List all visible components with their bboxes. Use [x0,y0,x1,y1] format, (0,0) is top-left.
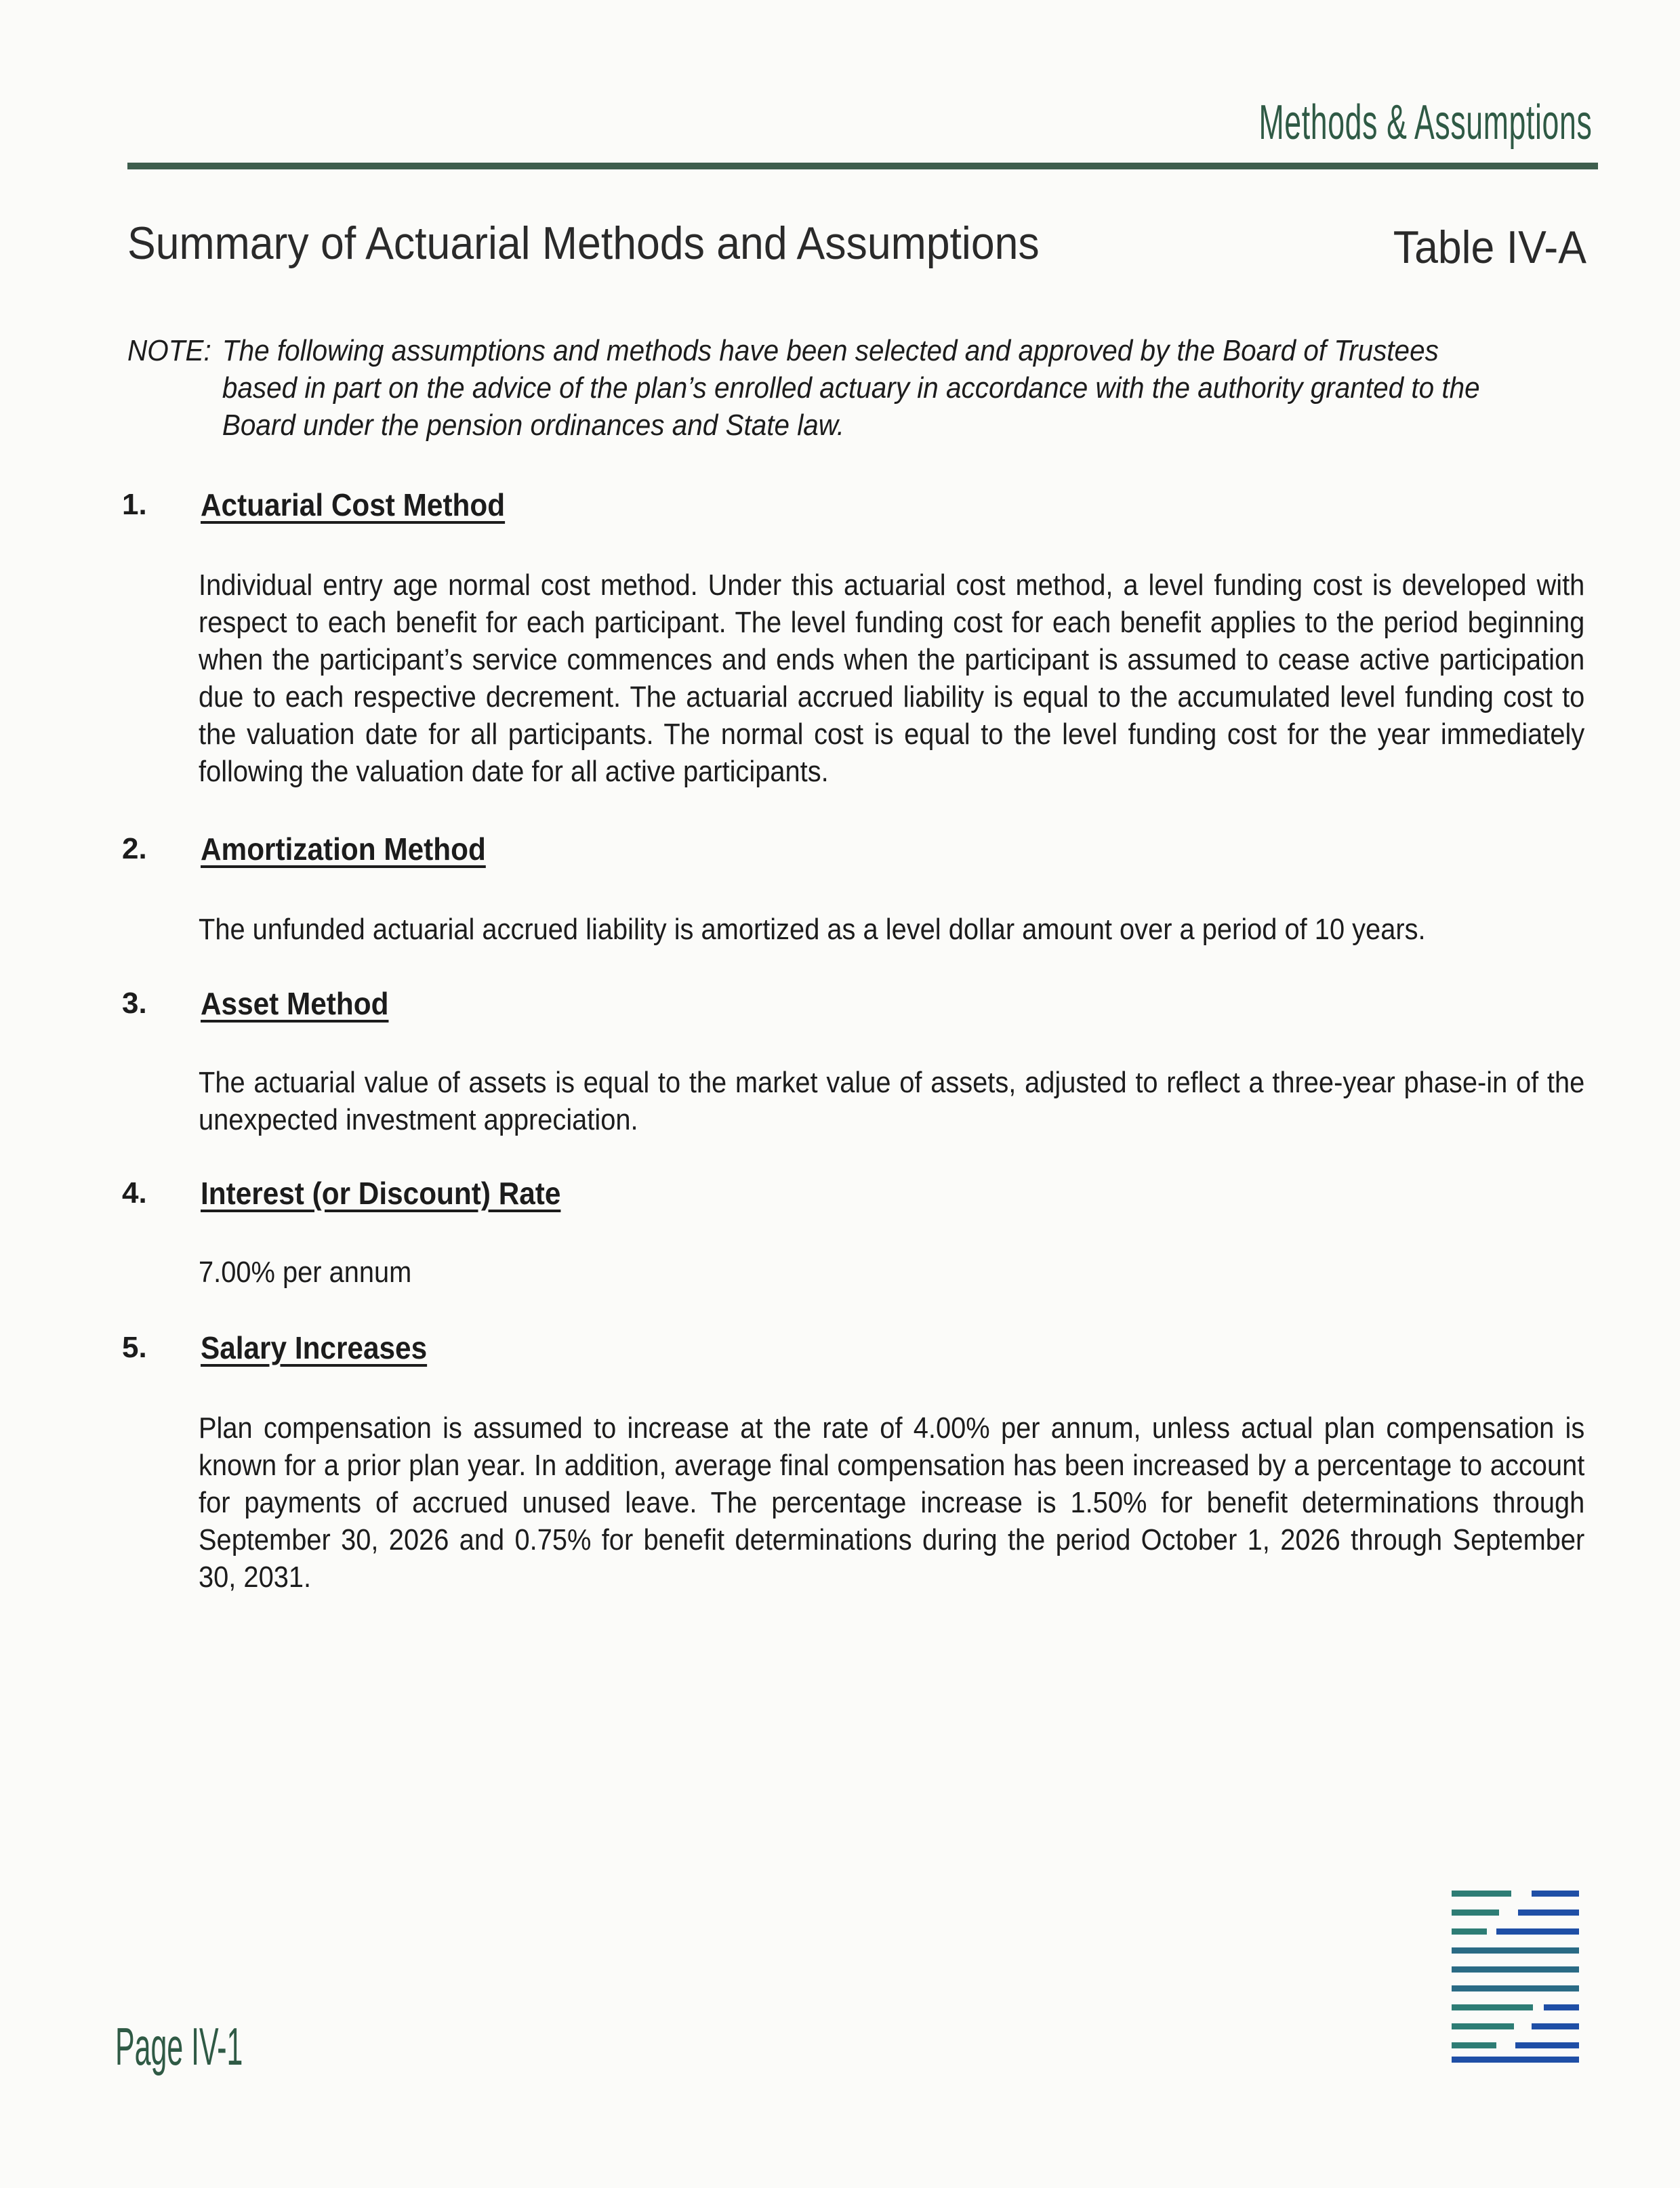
header-rule [127,163,1598,169]
section-number: 2. [122,832,147,865]
logo-stripes [1452,1891,1579,2063]
section-number: 4. [122,1176,147,1210]
section-body: Plan compensation is assumed to increase at the rate of 4.00% per annum, unless actual plan compensation is known for a prior plan year. In addition, average final compensation has been increased by a percentage to account for payments of accrued unused leave. The percentage increase is 1.50% for benefit determinations through September 30, 2026 and 0.75% for benefit determinations during the period October 1, 2026 through September 30, 2031. [199,1411,1585,1594]
section-title: Salary Increases [201,1330,428,1365]
section-number: 3. [122,987,147,1020]
section-body: 7.00% per annum [199,1256,412,1289]
section-body: The actuarial value of assets is equal to the market value of assets, adjusted to reflect a three-year phase-in of the unexpected investment appreciation. [199,1066,1585,1136]
section-number: 5. [122,1331,147,1364]
company-logo-icon [1452,1891,1579,2063]
page-number: Page IV-1 [115,2017,243,2076]
section-body: The unfunded actuarial accrued liability is amortized as a level dollar amount over a period of 10 years. [199,913,1426,946]
section-title: Amortization Method [201,831,486,867]
section-number: 1. [122,488,147,521]
note [127,332,1499,444]
note-label: NOTE: [127,334,211,367]
section-tag: Methods & Assumptions [1258,96,1592,150]
table-label: Table IV-A [1393,222,1586,273]
page-title: Summary of Actuarial Methods and Assumptions [127,218,1040,269]
note-text: The following assumptions and methods have been selected and approved by the Board of Trustees based in part on the advice of the plan’s enrolled actuary in accordance with the authority granted to the Board under the pension ordinances and State law. [222,334,1480,442]
section-body: Individual entry age normal cost method. Under this actuarial cost method, a level funding cost is developed with respect to each benefit for each participant. The level funding cost for each benefit applies to the period beginning when the participant’s service commences and ends when the participant is assumed to cease active participation due to each respective decrement. The actuarial accrued liability is equal to the accumulated level funding cost to the valuation date for all participants. The normal cost is equal to the level funding cost for the year immediately following the valuation date for all active participants. [199,569,1585,788]
section-title: Interest (or Discount) Rate [201,1176,561,1211]
section-title: Asset Method [201,986,389,1021]
section-title: Actuarial Cost Method [201,487,506,522]
